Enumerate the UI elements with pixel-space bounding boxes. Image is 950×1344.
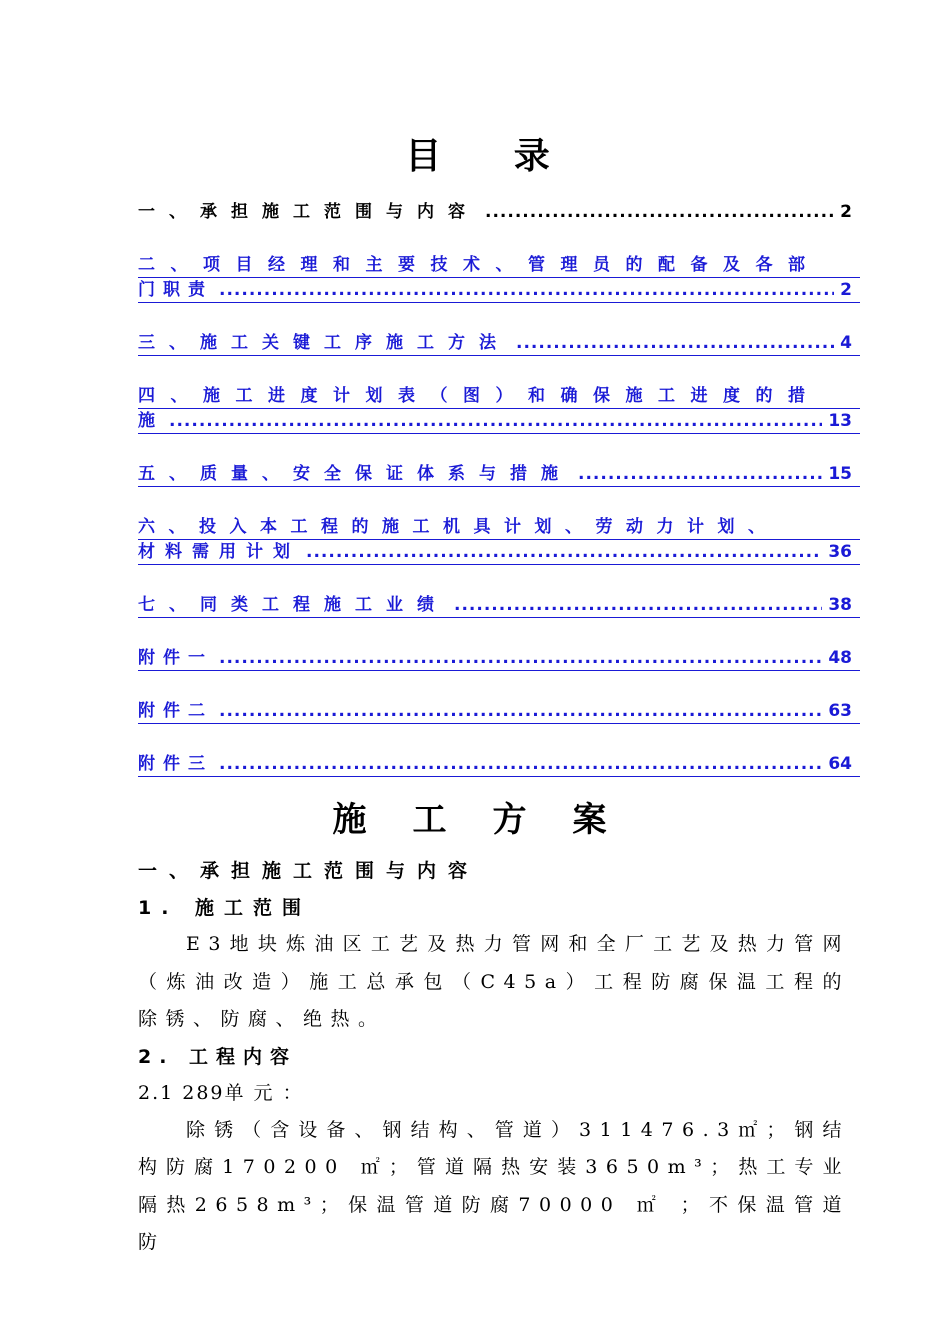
toc-page-number: 38 (828, 595, 852, 615)
item-heading: 2.1 289单 元 ： (138, 1081, 304, 1104)
toc-leader-dots (578, 462, 822, 487)
toc-entry-label: 五、质量、安全保证体系与措施 (138, 464, 572, 484)
toc-entry-label: 附件二 (138, 701, 213, 721)
toc-entry-label: 一、承担施工范围与内容 (138, 202, 479, 222)
toc-entry-label: 三、施工关键工序施工方法 (138, 333, 510, 353)
paragraph: E3地块炼油区工艺及热力管网和全厂工艺及热力管网（炼油改造）施工总承包（C45a）工程防腐保温工程的除锈、防腐、绝热。 (138, 933, 850, 1030)
toc-page-number: 48 (828, 648, 852, 668)
toc-leader-dots (219, 699, 822, 724)
table-of-contents (138, 200, 860, 777)
toc-entry-7[interactable] (138, 593, 860, 618)
toc-entry-2[interactable] (138, 253, 860, 303)
toc-entry-label: 二、项目经理和主要技术、管理员的配备及各部 (138, 255, 821, 275)
toc-leader-dots (454, 593, 822, 618)
toc-page-number: 4 (840, 333, 852, 353)
toc-entry-9[interactable] (138, 699, 860, 724)
toc-leader-dots (306, 540, 822, 565)
toc-page-number: 15 (828, 464, 852, 484)
toc-page-number: 2 (840, 202, 852, 222)
toc-leader-dots (219, 752, 822, 777)
toc-page-number: 36 (828, 542, 852, 562)
toc-entry-label-cont: 材料需用计划 (138, 542, 300, 562)
toc-entry-1[interactable] (138, 200, 860, 225)
subsection-heading: 2. 工程内容 (138, 1045, 298, 1068)
toc-entry-label: 六、投入本工程的施工机具计划、劳动力计划、 (138, 517, 779, 537)
document-body (138, 852, 850, 1262)
toc-entry-label: 七、同类工程施工业绩 (138, 595, 448, 615)
toc-entry-5[interactable] (138, 462, 860, 487)
toc-entry-10[interactable] (138, 752, 860, 777)
toc-entry-label: 附件三 (138, 754, 213, 774)
toc-entry-3[interactable] (138, 331, 860, 356)
toc-entry-8[interactable] (138, 646, 860, 671)
toc-entry-6[interactable] (138, 515, 860, 565)
toc-page-number: 64 (828, 754, 852, 774)
document-title: 施工方案 (332, 800, 653, 840)
toc-leader-dots (219, 278, 834, 303)
toc-entry-label: 四、施工进度计划表（图）和确保施工进度的措 (138, 386, 821, 406)
toc-page-number: 13 (828, 411, 852, 431)
toc-leader-dots (516, 331, 834, 356)
toc-page-number: 63 (828, 701, 852, 721)
subsection-heading: 1. 施工范围 (138, 897, 312, 919)
section-heading: 一、承担施工范围与内容 (138, 860, 480, 882)
toc-leader-dots (485, 200, 834, 225)
toc-title: 目 录 (405, 135, 580, 177)
toc-entry-label-cont: 门职责 (138, 280, 213, 300)
toc-entry-4[interactable] (138, 384, 860, 434)
toc-leader-dots (169, 409, 822, 434)
toc-page-number: 2 (840, 280, 852, 300)
toc-leader-dots (219, 646, 822, 671)
toc-entry-label: 附件一 (138, 648, 213, 668)
paragraph: 除锈（含设备、钢结构、管道）311476.3㎡；钢结构防腐170200 ㎡；管道隔热安装3650m³；热工专业隔热2658m³；保温管道防腐70000 ㎡ ；不保温管道防 (138, 1118, 850, 1253)
toc-entry-label-cont: 施 (138, 411, 163, 431)
